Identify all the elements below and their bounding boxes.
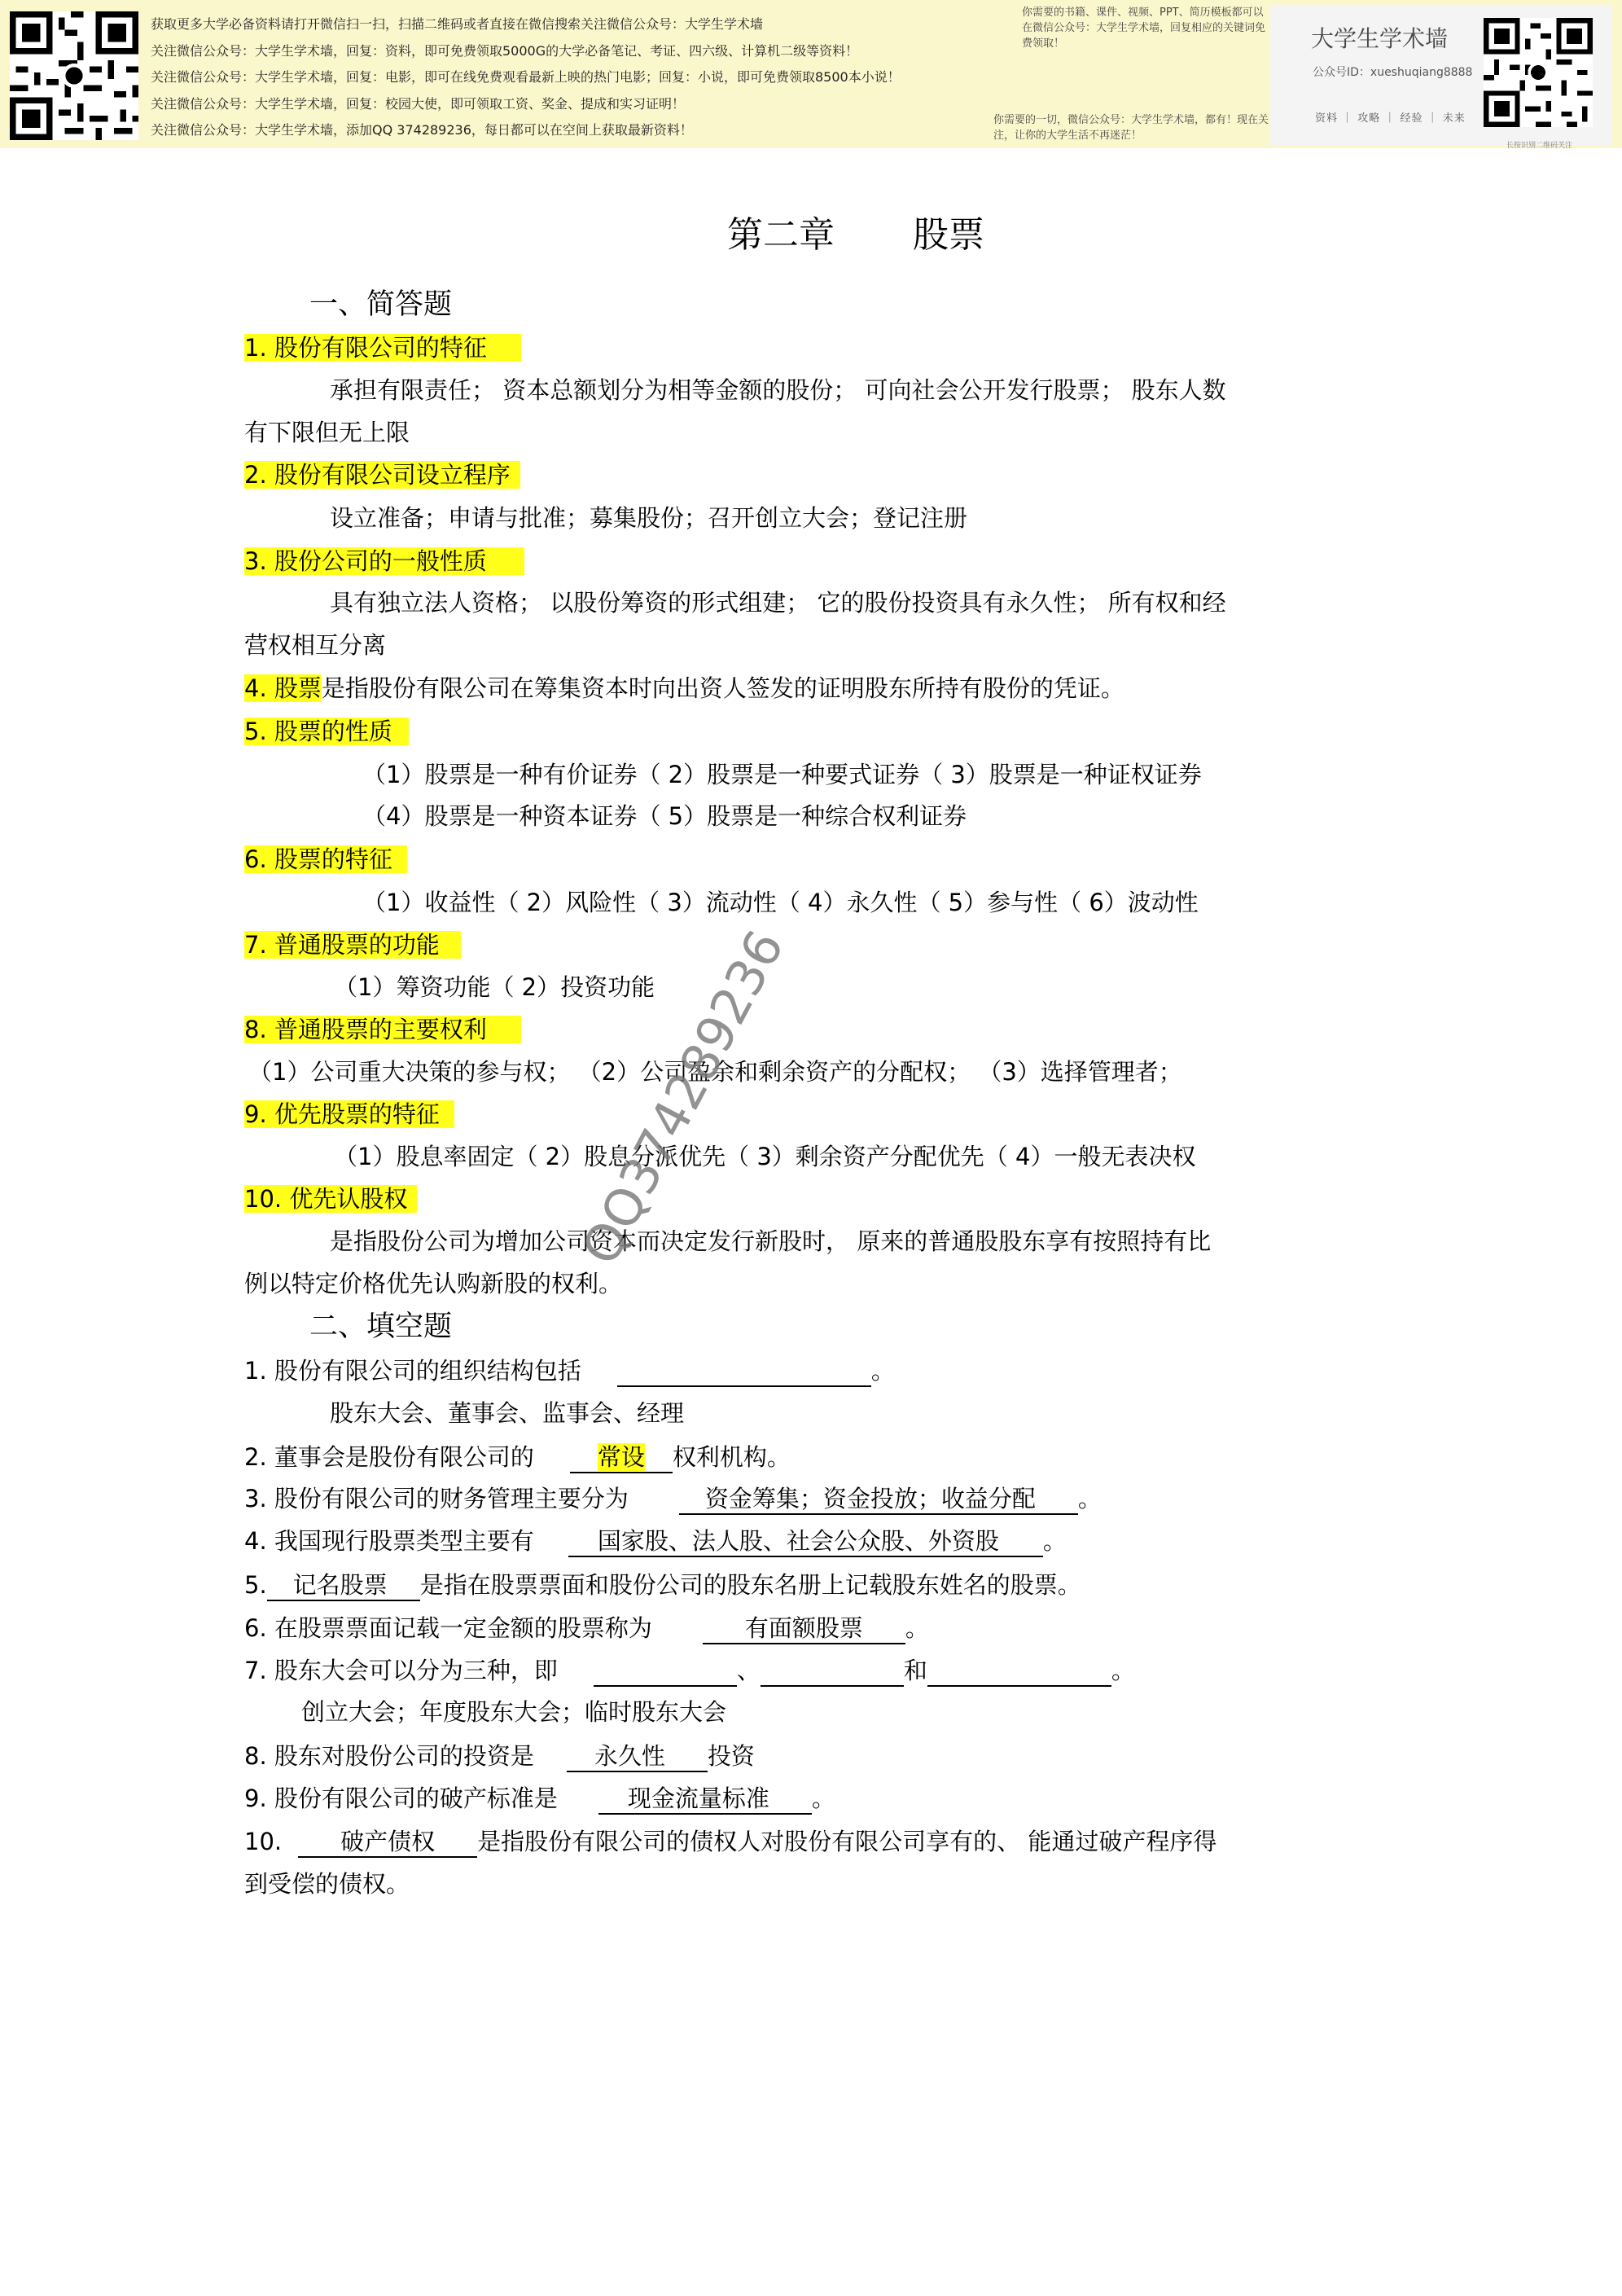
- fill-4-answer: 国家股、法人股、社会公众股、外资股: [597, 1527, 999, 1555]
- question-9-label: 9. 优先股票的特征: [244, 1100, 454, 1128]
- question-7: [244, 929, 461, 960]
- fill-8-text: 8. 股东对股份公司的投资是: [244, 1742, 534, 1770]
- answer-9: （1）股息率固定（ 2）股息分派优先（ 3）剩余资产分配优先（ 4）一般无表决权: [334, 1143, 1196, 1170]
- question-4-label: 4. 股票: [244, 674, 322, 702]
- fill-7-blank-3[interactable]: [927, 1656, 1111, 1687]
- fill-3: [244, 1483, 1102, 1515]
- question-3: [244, 546, 524, 577]
- fill-6-answer: 有面额股票: [744, 1614, 863, 1642]
- fill-9-answer: 现金流量标准: [627, 1785, 769, 1812]
- fill-8-answer: 永久性: [594, 1742, 665, 1770]
- answer-3-line-1: 具有独立法人资格； 以股份筹资的形式组建； 它的股份投资具有永久性； 所有权和经: [330, 589, 1226, 617]
- fill-1: [244, 1355, 895, 1387]
- ad-text-secondary: 你需要的一切，微信公众号：大学生学术墙，都有！现在关注，让你的大学生活不再迷茫！: [993, 114, 1269, 142]
- question-8: [244, 1014, 521, 1045]
- fill-5-blank[interactable]: [267, 1570, 420, 1601]
- section-heading-fill-blank: 二、填空题: [309, 1310, 453, 1343]
- fill-4-blank[interactable]: [568, 1526, 1043, 1557]
- question-3-label: 3. 股份公司的一般性质: [244, 547, 524, 575]
- question-2: [244, 459, 520, 490]
- fill-2: [244, 1442, 791, 1473]
- answer-8: （1）公司重大决策的参与权； （2）公司盈余和剩余资产的分配权； （3）选择管理者；: [248, 1058, 1182, 1086]
- question-2-label: 2. 股份有限公司设立程序: [244, 461, 520, 489]
- fill-10-post: 是指股份有限公司的债权人对股份有限公司享有的、 能通过破产程序得: [477, 1828, 1217, 1855]
- fill-2-answer: 常设: [597, 1443, 645, 1471]
- fill-5: [244, 1569, 1081, 1601]
- fill-4: [244, 1526, 1067, 1557]
- fill-3-answer: 资金筹集；资金投放；收益分配: [704, 1485, 1036, 1512]
- promo-banner: [0, 0, 1622, 148]
- fill-3-text: 3. 股份有限公司的财务管理主要分为: [244, 1485, 629, 1512]
- fill-1-blank[interactable]: [617, 1356, 871, 1387]
- fill-1-end: 。: [870, 1357, 895, 1385]
- answer-7: （1）筹资功能（ 2）投资功能: [334, 973, 655, 1001]
- fill-9-end: 。: [811, 1785, 835, 1812]
- question-10-label: 10. 优先认股权: [244, 1185, 417, 1213]
- card-tip: 长按识别二维码关注: [1506, 142, 1573, 150]
- answer-5-line-2: （4）股票是一种资本证券（ 5）股票是一种综合权利证券: [362, 802, 967, 830]
- fill-1-text: 1. 股份有限公司的组织结构包括: [244, 1357, 581, 1385]
- fill-3-blank[interactable]: [679, 1484, 1078, 1515]
- ad-text: 你需要的书籍、课件、视频、PPT、简历模板都可以在微信公众号：大学生学术墙，回复相应的关键词免费领取！: [1022, 7, 1266, 50]
- question-10: [244, 1183, 417, 1214]
- fill-7-answer: 创立大会；年度股东大会；临时股东大会: [301, 1698, 727, 1726]
- banner-line: 关注微信公众号：大学生学术墙，回复：校园大使，即可领取工资、奖金、提成和实习证明！: [151, 95, 686, 112]
- question-6: [244, 844, 407, 875]
- question-8-label: 8. 普通股票的主要权利: [244, 1016, 521, 1043]
- fill-5-number: 5.: [244, 1571, 267, 1599]
- fill-2-text: 2. 董事会是股份有限公司的: [244, 1443, 534, 1471]
- banner-line: 关注微信公众号：大学生学术墙，添加QQ 374289236，每日都可以在空间上获取最新资料！: [151, 122, 693, 138]
- fill-6: [244, 1613, 929, 1644]
- fill-7-blank-2[interactable]: [761, 1656, 904, 1687]
- question-6-label: 6. 股票的特征: [244, 845, 407, 873]
- fill-10-answer: 破产债权: [340, 1828, 436, 1855]
- answer-10-line-2: 例以特定价格优先认购新股的权利。: [244, 1270, 623, 1297]
- fill-8-blank[interactable]: [567, 1741, 708, 1772]
- question-5: [244, 716, 409, 747]
- question-4-text: 是指股份有限公司在筹集资本时向出资人签发的证明股东所持有股份的凭证。: [321, 674, 1124, 702]
- account-card[interactable]: [1270, 5, 1612, 150]
- fill-3-end: 。: [1077, 1485, 1102, 1512]
- answer-1-line-1: 承担有限责任； 资本总额划分为相等金额的股份； 可向社会公开发行股票； 股东人数: [330, 376, 1226, 404]
- fill-10-line-2: 到受偿的债权。: [244, 1870, 410, 1898]
- fill-6-text: 6. 在股票票面记载一定金额的股票称为: [244, 1614, 652, 1642]
- fill-8: [244, 1741, 755, 1772]
- fill-2-blank[interactable]: [570, 1442, 673, 1473]
- answer-2: 设立准备；申请与批准；募集股份；召开创立大会；登记注册: [330, 504, 968, 532]
- fill-10: [244, 1826, 1216, 1858]
- fill-1-answer: 股东大会、董事会、监事会、经理: [330, 1399, 685, 1427]
- fill-2-post: 权利机构。: [672, 1443, 791, 1471]
- question-1: [244, 332, 521, 363]
- fill-7-blank-1[interactable]: [594, 1656, 737, 1687]
- fill-4-end: 。: [1042, 1527, 1067, 1555]
- fill-6-blank[interactable]: [703, 1613, 905, 1644]
- banner-line: 关注微信公众号：大学生学术墙，回复：电影，即可在线免费观看最新上映的热门电影；回复：小说，即可免费领取8500本小说！: [151, 69, 901, 85]
- card-nav: 资料 ｜ 攻略 ｜ 经验 ｜ 未来: [1315, 112, 1466, 125]
- page-title: [727, 214, 984, 256]
- question-9: [244, 1099, 454, 1130]
- fill-7-sep-2: 和: [903, 1657, 927, 1684]
- fill-7-text: 7. 股东大会可以分为三种，即: [244, 1657, 558, 1684]
- fill-5-post: 是指在股票票面和股份公司的股东名册上记载股东姓名的股票。: [419, 1571, 1081, 1599]
- answer-6: （1）收益性（ 2）风险性（ 3）流动性（ 4）永久性（ 5）参与性（ 6）波动性: [362, 889, 1199, 916]
- banner-text-block: [151, 11, 901, 144]
- qr-code-left[interactable]: [10, 11, 138, 140]
- question-5-label: 5. 股票的性质: [244, 718, 409, 745]
- answer-10-line-1: 是指股份公司为增加公司资本而决定发行新股时， 原来的普通股股东享有按照持有比: [330, 1227, 1212, 1255]
- fill-7-sep-1: 、: [736, 1657, 761, 1684]
- fill-8-post: 投资: [707, 1742, 755, 1770]
- fill-9-blank[interactable]: [598, 1784, 812, 1815]
- title-chapter: 第二章: [727, 214, 835, 256]
- question-7-label: 7. 普通股票的功能: [244, 931, 461, 959]
- fill-9: [244, 1783, 835, 1815]
- banner-line: 获取更多大学必备资料请打开微信扫一扫，扫描二维码或者直接在微信搜索关注微信公众号：大学生学术墙: [151, 16, 764, 32]
- card-title: 大学生学术墙: [1311, 25, 1449, 52]
- fill-4-text: 4. 我国现行股票类型主要有: [244, 1527, 534, 1555]
- question-1-label: 1. 股份有限公司的特征: [244, 334, 521, 362]
- answer-5-line-1: （1）股票是一种有价证券（ 2）股票是一种要式证券（ 3）股票是一种证权证券: [362, 761, 1202, 788]
- answer-3-line-2: 营权相互分离: [244, 631, 387, 659]
- fill-10-blank[interactable]: [298, 1827, 477, 1858]
- card-account-id: 公众号ID：xueshuqiang8888: [1313, 66, 1473, 79]
- fill-7: [244, 1655, 1135, 1687]
- banner-line: 关注微信公众号：大学生学术墙，回复：资料，即可免费领取5000G的大学必备笔记、考证、四六级、计算机二级等资料！: [151, 42, 859, 59]
- fill-7-end: 。: [1111, 1657, 1135, 1684]
- question-4: [244, 673, 1124, 704]
- fill-5-answer: 记名股票: [292, 1571, 388, 1599]
- title-topic: 股票: [913, 214, 984, 256]
- qr-code-right[interactable]: [1484, 18, 1593, 127]
- fill-9-text: 9. 股份有限公司的破产标准是: [244, 1785, 558, 1812]
- fill-10-number: 10.: [244, 1828, 283, 1855]
- answer-1-line-2: 有下限但无上限: [244, 419, 410, 446]
- watermark: QQ374289236: [570, 920, 796, 1275]
- section-heading-short-answer: 一、简答题: [309, 288, 453, 321]
- fill-6-end: 。: [905, 1614, 929, 1642]
